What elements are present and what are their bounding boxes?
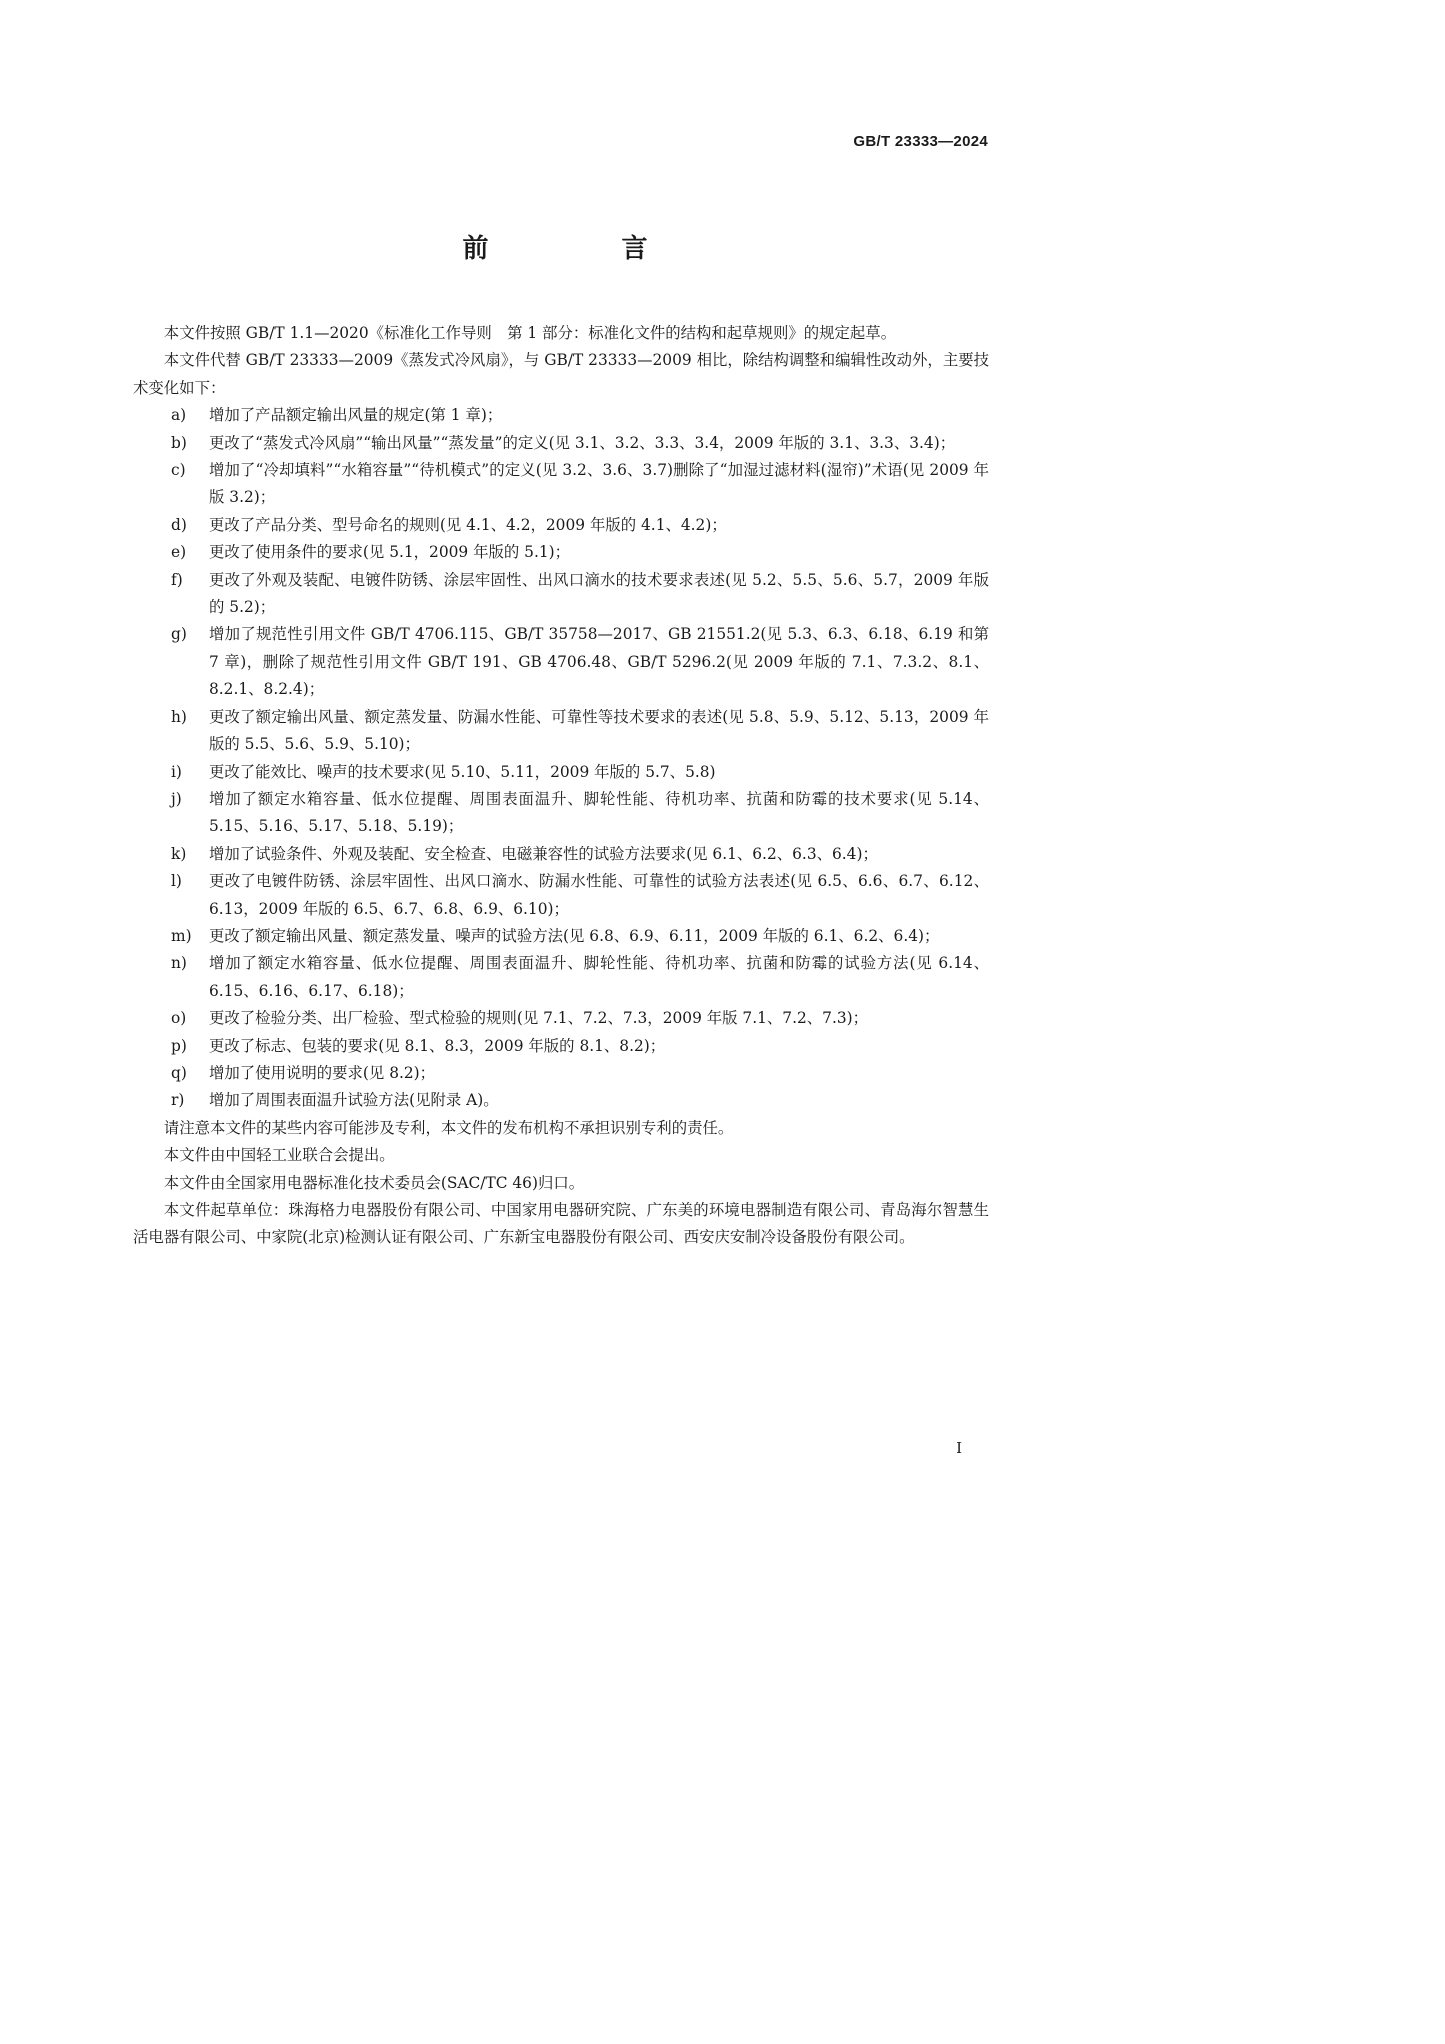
list-item-label: j) (171, 789, 182, 808)
list-item (133, 1087, 989, 1114)
list-item (133, 512, 989, 539)
list-item-text: 增加了额定水箱容量、低水位提醒、周围表面温升、脚轮性能、待机功率、抗菌和防霉的技术要求(见 5.14、5.15、5.16、5.17、5.18、5.19)； (209, 789, 989, 836)
list-item (133, 868, 989, 923)
list-item-label: c) (171, 461, 186, 480)
list-item-label: g) (171, 625, 187, 644)
intro-paragraph: 本文件按照 GB/T 1.1—2020《标准化工作导则 第 1 部分：标准化文件的结构和起草规则》的规定起草。 (163, 324, 897, 342)
list-item (133, 567, 989, 622)
list-item-text: 更改了电镀件防锈、涂层牢固性、出风口滴水、防漏水性能、可靠性的试验方法表述(见 6.5、6.6、6.7、6.12、6.13，2009 年版的 6.5、6.7、6.8、6.9、6.10)； (209, 872, 989, 918)
list-item-text: 增加了周围表面温升试验方法(见附录 A)。 (209, 1091, 499, 1110)
list-item-text: 更改了能效比、噪声的技术要求(见 5.10、5.11，2009 年版的 5.7、5.8) (209, 762, 716, 781)
list-item-label: p) (171, 1036, 187, 1055)
list-item-text: 更改了标志、包装的要求(见 8.1、8.3，2009 年版的 8.1、8.2)； (209, 1036, 666, 1055)
list-item-text: 更改了“蒸发式冷风扇”“输出风量”“蒸发量”的定义(见 3.1、3.2、3.3、3.4，2009 年版的 3.1、3.3、3.4)； (209, 433, 956, 452)
list-item (133, 1005, 989, 1032)
list-item-label: r) (171, 1091, 185, 1110)
list-item-text: 更改了外观及装配、电镀件防锈、涂层牢固性、出风口滴水的技术要求表述(见 5.2、5.5、5.6、5.7，2009 年版的 5.2)； (209, 570, 989, 617)
list-item-text: 更改了产品分类、型号命名的规则(见 4.1、4.2，2009 年版的 4.1、4.2)； (209, 515, 727, 534)
list-item-text: 增加了使用说明的要求(见 8.2)； (209, 1063, 436, 1082)
list-item-text: 增加了“冷却填料”“水箱容量”“待机模式”的定义(见 3.2、3.6、3.7)删除了“加湿过滤材料(湿帘)”术语(见 2009 年版 3.2)； (209, 461, 989, 507)
list-item-label: d) (171, 515, 187, 534)
list-item (133, 704, 989, 759)
list-item-label: q) (171, 1063, 187, 1082)
list-item-text: 更改了检验分类、出厂检验、型式检验的规则(见 7.1、7.2、7.3，2009 年版 7.1、7.2、7.3)； (209, 1009, 869, 1028)
list-item-label: l) (171, 872, 182, 891)
list-item-text: 更改了使用条件的要求(见 5.1，2009 年版的 5.1)； (209, 543, 571, 562)
list-item-text: 增加了产品额定输出风量的规定(第 1 章)； (209, 406, 503, 425)
list-item-label: h) (171, 707, 187, 726)
list-item (133, 1060, 989, 1087)
list-item (133, 759, 989, 786)
list-item (133, 402, 989, 429)
committee-statement: 本文件由全国家用电器标准化技术委员会(SAC/TC 46)归口。 (163, 1173, 585, 1192)
list-item-label: n) (171, 954, 187, 973)
list-item-label: k) (171, 844, 187, 863)
intro-paragraph: 本文件代替 GB/T 23333—2009《蒸发式冷风扇》，与 GB/T 23333—2009 相比，除结构调整和编辑性改动外，主要技术变化如下： (133, 351, 989, 397)
list-item-label: b) (171, 433, 187, 452)
list-item (133, 841, 989, 868)
list-item-label: e) (171, 543, 187, 562)
list-item (133, 621, 989, 703)
list-item (133, 1033, 989, 1060)
list-item (133, 950, 989, 1005)
list-item-label: f) (171, 570, 183, 589)
list-item-label: o) (171, 1009, 187, 1028)
list-item-text: 增加了额定水箱容量、低水位提醒、周围表面温升、脚轮性能、待机功率、抗菌和防霉的试验方法(见 6.14、6.15、6.16、6.17、6.18)； (209, 954, 989, 1000)
list-item-label: i) (171, 762, 182, 781)
proposer-statement: 本文件由中国轻工业联合会提出。 (163, 1146, 395, 1165)
list-item (133, 457, 989, 512)
drafting-units: 本文件起草单位：珠海格力电器股份有限公司、中国家用电器研究院、广东美的环境电器制造有限公司、青岛海尔智慧生活电器有限公司、中家院(北京)检测认证有限公司、广东新宝电器股份有限公司、西安庆安制冷设备股份有限公司。 (133, 1201, 989, 1247)
change-list (133, 402, 989, 1115)
standard-number: GB/T 23333—2024 (853, 133, 988, 150)
list-item-label: a) (171, 406, 187, 425)
page-title: 前 言 (462, 234, 710, 264)
list-item-text: 更改了额定输出风量、额定蒸发量、噪声的试验方法(见 6.8、6.9、6.11，2009 年版的 6.1、6.2、6.4)； (209, 926, 940, 945)
list-item (133, 923, 989, 950)
list-item (133, 430, 989, 457)
list-item-text: 增加了规范性引用文件 GB/T 4706.115、GB/T 35758—2017、GB 21551.2(见 5.3、6.3、6.18、6.19 和第 7 章)，删除了规范性引用文件 GB/T 191、GB 4706.48、GB/T 5296.2(见 2009 年版的 7.1、7.3.2、8.1、8.2.1、8.2.4)； (209, 625, 989, 699)
foreword-body (133, 320, 989, 1252)
page-number: Ⅰ (956, 1439, 962, 1457)
list-item-label: m) (171, 926, 192, 945)
list-item-text: 增加了试验条件、外观及装配、安全检查、电磁兼容性的试验方法要求(见 6.1、6.2、6.3、6.4)； (209, 844, 878, 863)
list-item (133, 539, 989, 566)
patent-notice: 请注意本文件的某些内容可能涉及专利，本文件的发布机构不承担识别专利的责任。 (163, 1118, 734, 1137)
list-item-text: 更改了额定输出风量、额定蒸发量、防漏水性能、可靠性等技术要求的表述(见 5.8、5.9、5.12、5.13，2009 年版的 5.5、5.6、5.9、5.10)； (209, 707, 989, 754)
list-item (133, 786, 989, 841)
